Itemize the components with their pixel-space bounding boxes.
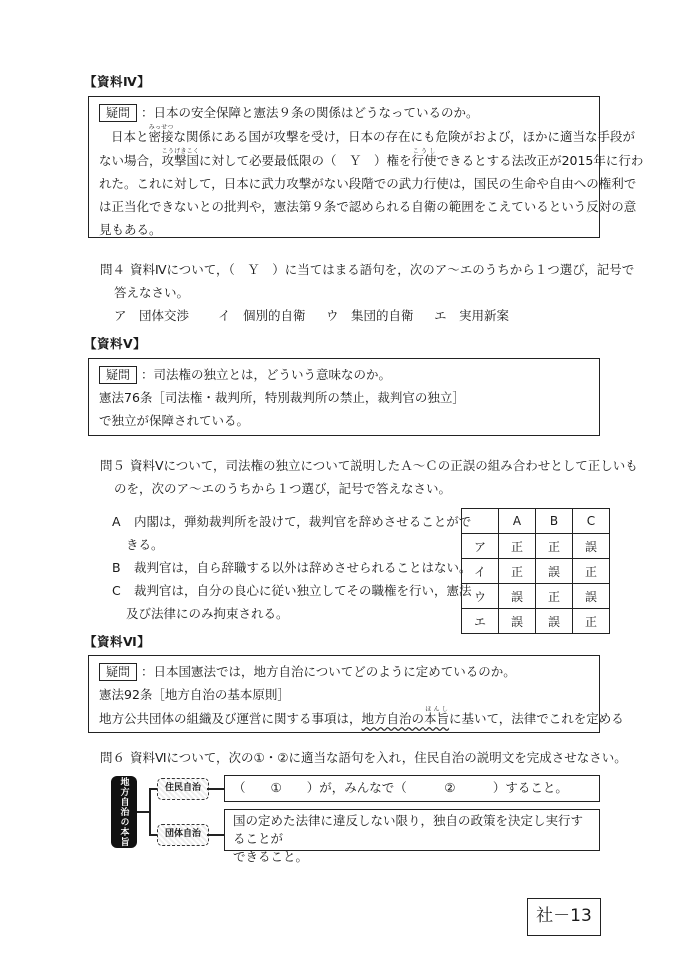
q4-text2: 答えなさい。 — [114, 285, 190, 300]
text: に対して必要最低限の（ Ｙ ）権を — [199, 153, 412, 168]
q4-option-a[interactable]: ア 団体交渉 — [114, 308, 190, 323]
q6-number: 問６ — [100, 750, 126, 765]
question-badge: 疑問 — [99, 366, 137, 384]
q5-statements — [112, 510, 472, 625]
connector — [149, 834, 157, 836]
q4-options — [100, 304, 634, 327]
doc4-label: 【資料Ⅳ】 — [84, 74, 151, 89]
table-row — [462, 609, 610, 634]
ruby-kougekikoku: 攻撃国こうげきこく — [161, 148, 200, 168]
question-6 — [100, 746, 627, 769]
branch2-text-line2: できること。 — [233, 849, 309, 864]
question-5 — [100, 454, 638, 500]
q4-option-u[interactable]: ウ 集団的自衛 — [326, 308, 414, 323]
branch-label-jumin-jichi: 住民自治 — [157, 778, 209, 800]
question-badge: 疑問 — [99, 663, 137, 681]
branch1-text-box: （ ① ）が，みんなで（ ② ）すること。 — [224, 775, 600, 802]
table-cell: 正 — [573, 609, 610, 634]
ruby-missetsu: 密接みっせつ — [148, 124, 174, 144]
table-header: A — [499, 509, 536, 534]
table-cell: 正 — [573, 559, 610, 584]
table-row — [462, 534, 610, 559]
doc5-line2: で独立が保障されている。 — [99, 413, 250, 428]
q5-answer-table — [461, 508, 610, 634]
ruby-koushi: 行使こうし — [411, 148, 437, 168]
table-header — [462, 509, 499, 534]
row-key: イ — [462, 559, 499, 584]
doc6-question: ：日本国憲法では，地方自治についてどのように定めているのか。 — [141, 664, 516, 679]
table-header: B — [536, 509, 573, 534]
table-header-row — [462, 509, 610, 534]
connector — [207, 788, 224, 790]
doc4-question-line — [99, 101, 589, 124]
table-cell: 正 — [536, 584, 573, 609]
text: な関係にある国が攻撃を受け，日本の存在にも危険がおよび，ほかに適当な手段が — [173, 129, 636, 144]
doc4-line4: は正当化できないとの批判や，憲法第９条で認められる自衛の範囲をこえているという反対の意 — [99, 199, 637, 214]
statement-a: A 内閣は，弾劾裁判所を設けて，裁判官を辞めさせることがで — [112, 514, 472, 529]
table-header: C — [573, 509, 610, 534]
doc4-question: ：日本の安全保障と憲法９条の関係はどうなっているのか。 — [141, 105, 479, 120]
question-4 — [100, 258, 634, 327]
table-cell: 誤 — [573, 534, 610, 559]
doc4-line2 — [99, 148, 644, 172]
diagram-root: 地方自治の本旨 — [111, 776, 137, 848]
branch-label-dantai-jichi: 団体自治 — [157, 824, 209, 846]
doc5-question: ：司法権の独立とは，どういう意味なのか。 — [141, 367, 392, 382]
q5-number: 問５ — [100, 458, 126, 473]
doc4-line5: 見もある。 — [99, 222, 162, 237]
doc5-line1: 憲法76条［司法権・裁判所，特別裁判所の禁止，裁判官の独立］ — [99, 390, 465, 405]
q5-text: 資料Ⅴについて，司法権の独立について説明したＡ～Ｃの正誤の組み合わせとして正しいも — [130, 458, 638, 473]
table-cell: 正 — [499, 534, 536, 559]
table-cell: 誤 — [536, 559, 573, 584]
table-cell: 誤 — [573, 584, 610, 609]
page-number: 社－13 — [527, 898, 601, 936]
q4-text: 資料Ⅳについて，（ Ｙ ）に当てはまる語句を，次のア～エのうちから１つ選び，記号で — [130, 262, 635, 277]
doc6-line1: 憲法92条［地方自治の基本原則］ — [99, 687, 290, 702]
doc4-box — [88, 96, 644, 238]
table-row — [462, 559, 610, 584]
question-badge: 疑問 — [99, 104, 137, 122]
statement-b: B 裁判官は，自ら辞職する以外は辞めさせられることはない。 — [112, 560, 472, 575]
branch2-text-line1: 国の定めた法律に違反しない限り，独自の政策を決定し実行することが — [233, 813, 584, 846]
text: 日本と — [111, 129, 149, 144]
wavy-underlined-phrase: 地方自治の本旨ほんし — [361, 706, 450, 726]
table-cell: 誤 — [499, 584, 536, 609]
text: ない場合， — [99, 153, 162, 168]
table-cell: 正 — [536, 534, 573, 559]
doc6-box — [88, 655, 624, 733]
row-key: ウ — [462, 584, 499, 609]
doc4-line3: れた。これに対して，日本に武力攻撃がない段階での武力行使は，国民の生命や自由への権利で — [99, 176, 637, 191]
q5-text2: のを，次のア～エのうちから１つ選び，記号で答えなさい。 — [114, 481, 452, 496]
table-cell: 誤 — [536, 609, 573, 634]
connector — [207, 834, 224, 836]
branch2-text-box — [224, 809, 600, 864]
doc6-label: 【資料Ⅵ】 — [84, 634, 151, 649]
text: できるとする法改正が2015年に行わ — [436, 153, 644, 168]
q4-option-i[interactable]: イ 個別的自衛 — [218, 308, 306, 323]
table-cell: 誤 — [499, 609, 536, 634]
q4-option-e[interactable]: エ 実用新案 — [434, 308, 510, 323]
q4-number: 問４ — [100, 262, 126, 277]
row-key: ア — [462, 534, 499, 559]
statement-c: C 裁判官は，自分の良心に従い独立してその職権を行い，憲法 — [112, 583, 472, 598]
statement-c-cont: 及び法律にのみ拘束される。 — [126, 606, 289, 621]
statement-a-cont: きる。 — [126, 537, 164, 552]
table-cell: 正 — [499, 559, 536, 584]
doc4-line1 — [99, 124, 636, 148]
connector — [137, 811, 149, 813]
doc5-box — [88, 358, 600, 436]
q6-text: 資料Ⅵについて，次の①・②に適当な語句を入れ，住民自治の説明文を完成させなさい。 — [130, 750, 627, 765]
connector — [149, 788, 157, 790]
row-key: エ — [462, 609, 499, 634]
doc6-line2: 地方公共団体の組織及び運営に関する事項は，地方自治の本旨ほんしに基いて，法律でこれを定める — [99, 706, 624, 726]
doc5-label: 【資料Ⅴ】 — [84, 336, 147, 351]
table-row — [462, 584, 610, 609]
connector — [149, 788, 151, 835]
